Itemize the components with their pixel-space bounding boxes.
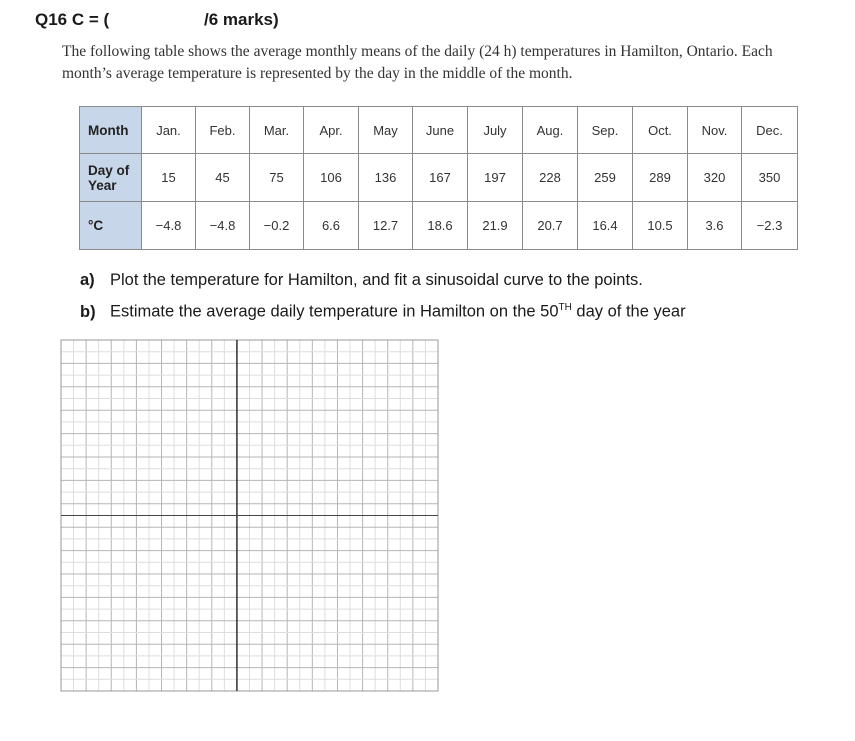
day-cell: 75 bbox=[250, 154, 304, 202]
month-cell: Mar. bbox=[250, 107, 304, 154]
month-cell: Feb. bbox=[196, 107, 250, 154]
day-cell: 45 bbox=[196, 154, 250, 202]
part-b-superscript: TH bbox=[558, 302, 572, 313]
temp-cell: 16.4 bbox=[578, 202, 633, 250]
month-row bbox=[80, 107, 798, 154]
marks-label: /6 marks) bbox=[204, 10, 279, 29]
part-b-text-end: day of the year bbox=[571, 302, 686, 321]
part-b-text: Estimate the average daily temperature in Hamilton on the 50 bbox=[110, 302, 559, 321]
month-cell: Apr. bbox=[304, 107, 359, 154]
intro-line-1: The following table shows the average monthly means of the daily (24 h) temperatures in Hamilton, Ontario. Each bbox=[62, 43, 773, 60]
question-parts bbox=[80, 266, 686, 326]
part-b bbox=[80, 294, 686, 326]
month-cell: Sep. bbox=[578, 107, 633, 154]
temp-cell: −0.2 bbox=[250, 202, 304, 250]
day-cell: 106 bbox=[304, 154, 359, 202]
part-a-label: a) bbox=[80, 271, 95, 289]
day-cell: 228 bbox=[523, 154, 578, 202]
temp-cell: 3.6 bbox=[688, 202, 742, 250]
temperature-row bbox=[80, 202, 798, 250]
day-cell: 259 bbox=[578, 154, 633, 202]
month-cell: Aug. bbox=[523, 107, 578, 154]
temp-cell: −4.8 bbox=[196, 202, 250, 250]
intro-text bbox=[62, 41, 822, 85]
month-cell: May bbox=[359, 107, 413, 154]
temp-cell: 21.9 bbox=[468, 202, 523, 250]
temp-cell: −2.3 bbox=[742, 202, 798, 250]
day-cell: 350 bbox=[742, 154, 798, 202]
row-header-month: Month bbox=[80, 107, 142, 154]
day-cell: 167 bbox=[413, 154, 468, 202]
temperature-table bbox=[79, 106, 798, 250]
month-cell: Dec. bbox=[742, 107, 798, 154]
temp-cell: 20.7 bbox=[523, 202, 578, 250]
intro-line-2: month’s average temperature is represented by the day in the middle of the month. bbox=[62, 65, 573, 82]
temp-cell: 10.5 bbox=[633, 202, 688, 250]
temp-cell: −4.8 bbox=[142, 202, 196, 250]
day-row bbox=[80, 154, 798, 202]
row-header-celsius: °C bbox=[80, 202, 142, 250]
row-header-day: Day of Year bbox=[80, 154, 142, 202]
temp-cell: 18.6 bbox=[413, 202, 468, 250]
part-b-label: b) bbox=[80, 302, 96, 321]
month-cell: Jan. bbox=[142, 107, 196, 154]
month-cell: June bbox=[413, 107, 468, 154]
question-number: Q16 C = ( bbox=[35, 10, 110, 29]
day-cell: 197 bbox=[468, 154, 523, 202]
day-cell: 15 bbox=[142, 154, 196, 202]
day-cell: 136 bbox=[359, 154, 413, 202]
month-cell: Oct. bbox=[633, 107, 688, 154]
day-cell: 289 bbox=[633, 154, 688, 202]
temp-cell: 6.6 bbox=[304, 202, 359, 250]
month-cell: Nov. bbox=[688, 107, 742, 154]
temp-cell: 12.7 bbox=[359, 202, 413, 250]
graph-paper bbox=[60, 339, 439, 692]
part-a bbox=[80, 266, 686, 294]
day-cell: 320 bbox=[688, 154, 742, 202]
month-cell: July bbox=[468, 107, 523, 154]
part-a-text: Plot the temperature for Hamilton, and fit a sinusoidal curve to the points. bbox=[110, 271, 643, 289]
